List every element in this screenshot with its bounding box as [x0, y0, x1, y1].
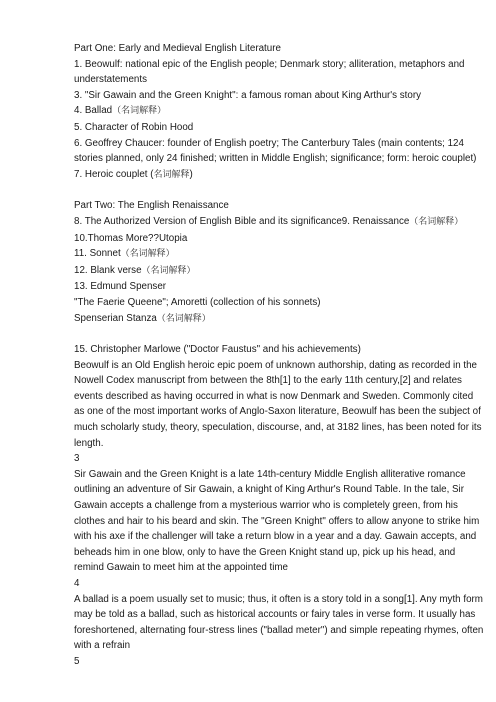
outline-item-12-note: （名词解释）	[141, 265, 196, 276]
outline-item-7	[74, 167, 484, 184]
outline-item-13: 13. Edmund Spenser	[74, 281, 167, 293]
outline-item-13-works: "The Faerie Queene"; Amoretti (collection of his sonnets)	[74, 296, 321, 308]
outline-item-10: 10.Thomas More??Utopia	[74, 232, 188, 244]
outline-item-3: 3. "Sir Gawain and the Green Knight": a famous roman about King Arthur's story	[74, 89, 422, 101]
section-number-4: 4	[74, 578, 80, 589]
section-number-3: 3	[74, 453, 80, 465]
part-two-heading: Part Two: The English Renaissance	[74, 200, 229, 212]
outline-item-15: 15. Christopher Marlowe ("Doctor Faustus" and his achievements)	[74, 344, 361, 356]
outline-item-4-note: （名词解释）	[112, 106, 167, 117]
outline-item-6: 6. Geoffrey Chaucer: founder of English poetry; The Canterbury Tales (main contents; 124 stories planned, only 24 finished; written in Middle English; significance; form: heroic couplet)	[74, 137, 477, 165]
outline-item-7-end: )	[189, 168, 193, 180]
outline-item-7-text: 7. Heroic couplet (	[74, 168, 154, 180]
outline-item-8-text: 8. The Authorized Version of English Bible and its significance9. Renaissance	[74, 215, 410, 227]
outline-item-11-text: 11. Sonnet	[74, 248, 121, 260]
outline-item-12-text: 12. Blank verse	[74, 264, 142, 276]
outline-item-1: 1. Beowulf: national epic of the English people; Denmark story; alliteration, metaphors and understatements	[74, 58, 465, 86]
outline-spenserian-stanza	[74, 311, 484, 328]
outline-item-4-text: 4. Ballad	[74, 105, 113, 117]
outline-item-7-note: 名词解释	[153, 169, 190, 180]
part-one-heading: Part One: Early and Medieval English Literature	[74, 43, 281, 54]
outline-item-11-note: （名词解释）	[120, 249, 175, 260]
paragraph-gawain: Sir Gawain and the Green Knight is a late 14th-century Middle English alliterative romance outlining an adventure of Sir Gawain, a knight of King Arthur's Round Table. In the tale, Sir Gawain accepts a challenge from a mysterious warrior who is completely green, from his clothes and hair to his beard and skin. The "Green Knight" offers to allow anyone to strike him with his axe if the challenger will take a return blow in a year and a day. Gawain accepts, and beheads him in one blow, only to have the Green Knight stand up, pick up his head, and remind Gawain to meet him at the appointed time	[74, 468, 480, 574]
section-gap-2	[74, 327, 484, 342]
document-body	[74, 41, 484, 670]
outline-item-4	[74, 103, 484, 120]
outline-item-11	[74, 246, 484, 263]
paragraph-beowulf: Beowulf is an Old English heroic epic poem of unknown authorship, dating as recorded in the Nowell Codex manuscript from between the 8th[1] to the early 11th century,[2] and relates events described as having occurred in what is now Denmark and Sweden. Commonly cited as one of the most important works of Anglo-Saxon literature, Beowulf has been the subject of much scholarly study, theory, speculation, discourse, and, at 3182 lines, has been noted for its length.	[74, 359, 482, 449]
outline-item-5: 5. Character of Robin Hood	[74, 121, 194, 133]
outline-item-8-note: （名词解释）	[409, 216, 464, 227]
spenserian-note: （名词解释）	[156, 313, 211, 324]
outline-item-12	[74, 263, 484, 280]
section-number-5: 5	[74, 655, 80, 667]
section-gap	[74, 183, 484, 198]
paragraph-ballad: A ballad is a poem usually set to music; thus, it often is a story told in a song[1]. Any myth form may be told as a ballad, such as historical accounts or fairy tales in verse form. It usually has foreshortened, alternating four-stress lines ("ballad meter") and simple repeating rhymes, often with a refrain	[74, 593, 484, 652]
outline-item-8	[74, 214, 484, 231]
spenserian-text: Spenserian Stanza	[74, 312, 157, 324]
